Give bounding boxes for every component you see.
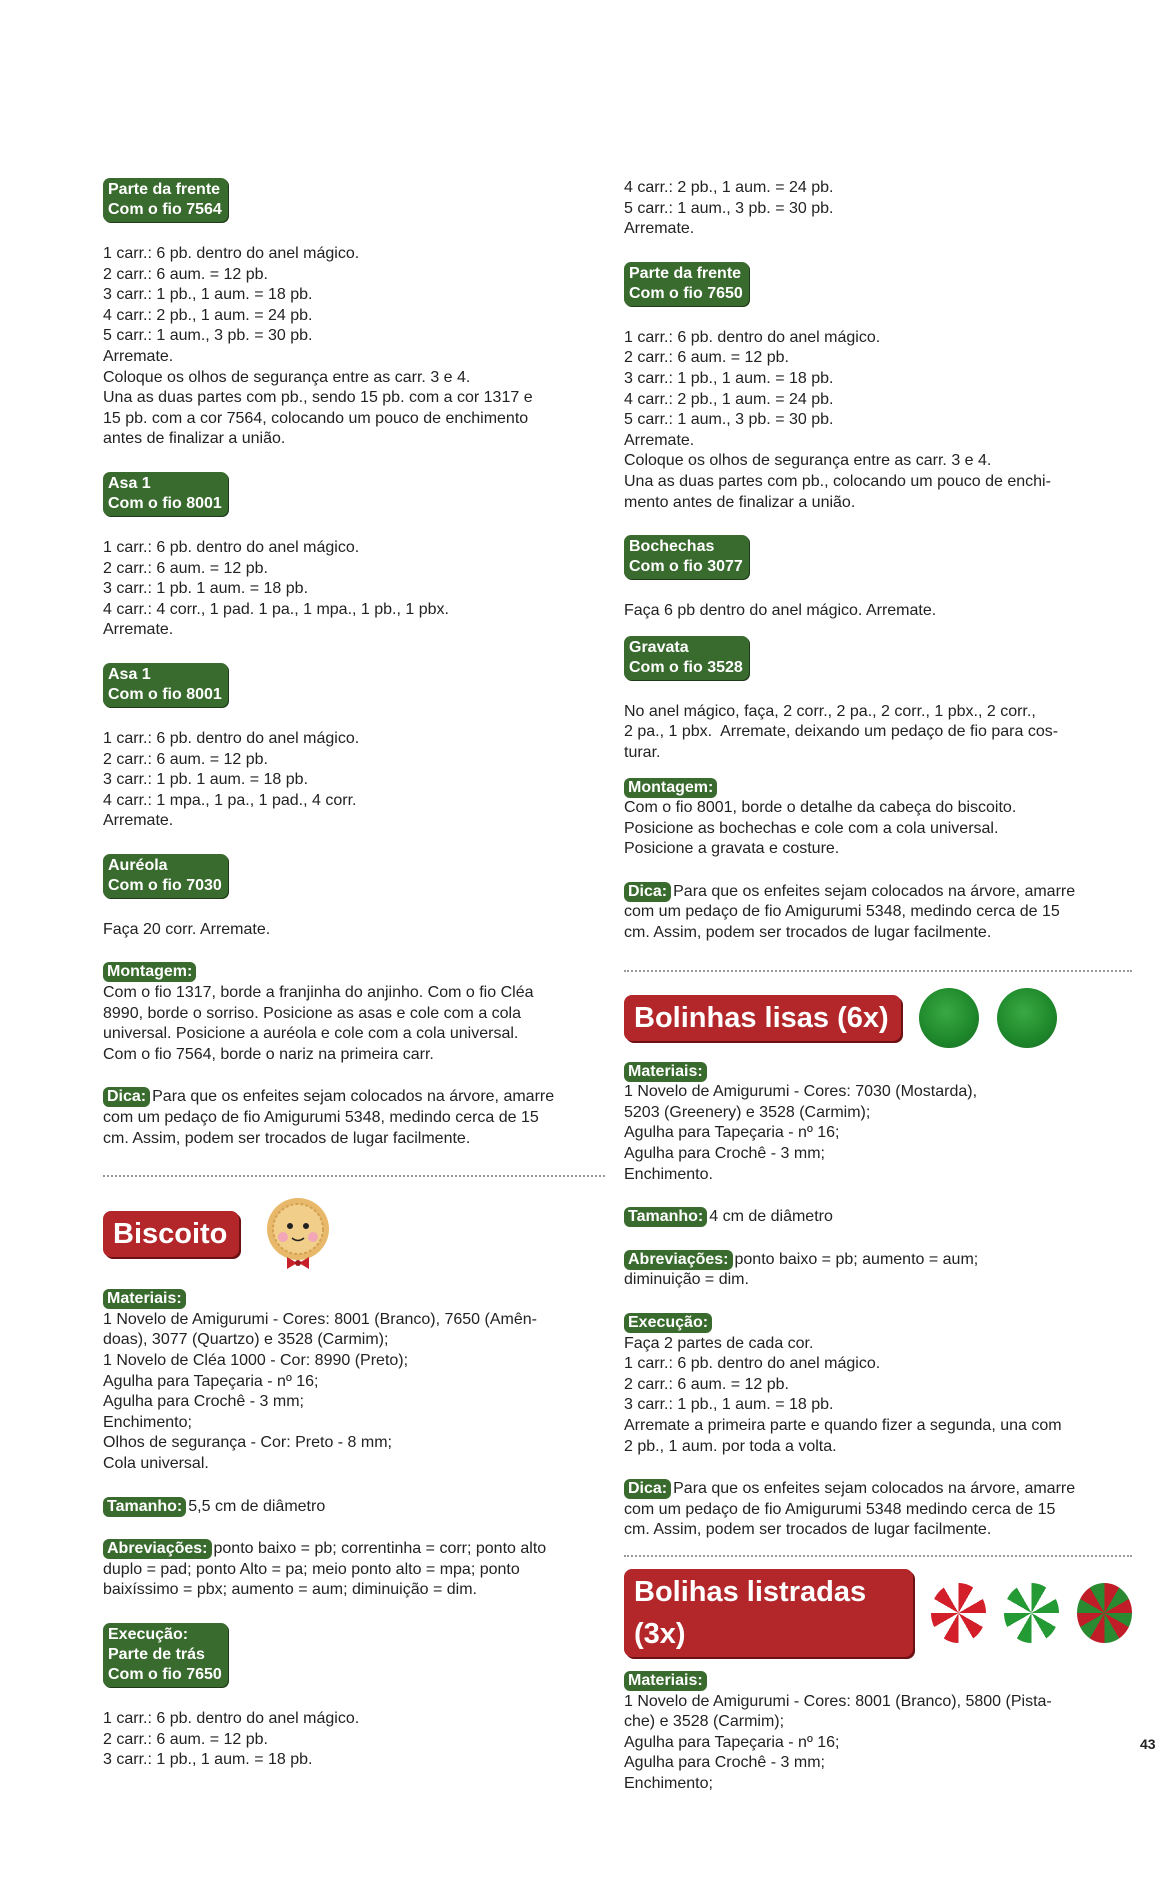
text-line: 2 carr.: 6 aum. = 12 pb. <box>103 559 268 577</box>
materiais-tag: Materiais: <box>103 1289 186 1309</box>
text-line: Com o fio 1317, borde a franjinha do anjinho. Com o fio Cléa <box>103 984 534 1002</box>
text-line: Coloque os olhos de segurança entre as carr. 3 e 4. <box>103 368 471 386</box>
text-line: Agulha para Tapeçaria - nº 16; <box>624 1733 840 1751</box>
tamanho-line <box>103 1497 605 1518</box>
text-line: 4 carr.: 1 mpa., 1 pa., 1 pad., 4 corr. <box>103 791 357 809</box>
tamanho-value: 5,5 cm de diâmetro <box>188 1497 326 1515</box>
text-line: cm. Assim, podem ser trocados de lugar facilmente. <box>103 1129 471 1147</box>
text-line: 1 carr.: 6 pb. dentro do anel mágico. <box>624 328 881 346</box>
text-line: mento antes de finalizar a união. <box>624 493 856 511</box>
badge-line: Gravata <box>629 638 689 656</box>
instructions-execucao <box>103 1709 605 1771</box>
dica-block <box>624 1479 1132 1541</box>
text-line: 1 Novelo de Amigurumi - Cores: 7030 (Mostarda), <box>624 1083 978 1101</box>
abreviacoes-block <box>103 1539 605 1601</box>
materiais-list <box>624 1082 1132 1185</box>
text-line: Enchimento; <box>103 1413 192 1431</box>
instructions-frente-7650 <box>624 328 1132 513</box>
text-line: 3 carr.: 1 pb., 1 aum. = 18 pb. <box>624 369 834 387</box>
lisas-title-row <box>624 988 1132 1048</box>
inline-text: Para que os enfeites sejam colocados na árvore, amarre <box>673 882 1076 900</box>
text-line: turar. <box>624 743 661 761</box>
text-line: 2 pa., 1 pbx. Arremate, deixando um pedaço de fio para cos- <box>624 723 1059 741</box>
text-line: Cola universal. <box>103 1454 209 1472</box>
badge-line: Com o fio 3077 <box>629 558 743 576</box>
inline-tag: Dica: <box>103 1087 150 1107</box>
text-line: 1 Novelo de Cléa 1000 - Cor: 8990 (Preto); <box>103 1352 409 1369</box>
text-line: Una as duas partes com pb., colocando um pouco de enchi- <box>624 472 1051 490</box>
text-line: 5 carr.: 1 aum., 3 pb. = 30 pb. <box>624 199 834 217</box>
text-line: 1 carr.: 6 pb. dentro do anel mágico. <box>103 538 360 556</box>
badge-line: Bochechas <box>629 538 715 556</box>
dica-block <box>103 1087 605 1149</box>
text-line: 1 carr.: 6 pb. dentro do anel mágico. <box>103 729 360 747</box>
text-line: 4 carr.: 2 pb., 1 aum. = 24 pb. <box>624 179 834 196</box>
striped-ball-image <box>1004 1583 1059 1643</box>
section-badge-asa1-a <box>103 472 228 516</box>
text-line: baixíssimo = pbx; aumento = aum; diminuição = dim. <box>103 1581 477 1599</box>
text-line: Posicione a gravata e costure. <box>624 840 840 858</box>
text-line: 5203 (Greenery) e 3528 (Carmim); <box>624 1103 871 1121</box>
badge-line: Asa 1 <box>108 665 151 683</box>
text-line: che) e 3528 (Carmim); <box>624 1713 785 1731</box>
lisas-title: Bolinhas lisas (6x) <box>624 995 901 1041</box>
biscoito-title: Biscoito <box>103 1211 239 1257</box>
text-line: 3 carr.: 1 pb. 1 aum. = 18 pb. <box>103 580 309 598</box>
badge-line: Parte da frente <box>629 264 742 282</box>
text-line: Coloque os olhos de segurança entre as carr. 3 e 4. <box>624 452 992 470</box>
text-line: 5 carr.: 1 aum., 3 pb. = 30 pb. <box>103 327 313 345</box>
text-line: Com o fio 8001, borde o detalhe da cabeça do biscoito. <box>624 799 1017 817</box>
materiais-tag: Materiais: <box>624 1062 707 1082</box>
section-badge-execucao <box>103 1623 228 1687</box>
green-ball-image <box>997 988 1057 1048</box>
text-line: 1 Novelo de Amigurumi - Cores: 8001 (Branco), 7650 (Amên- <box>103 1310 537 1328</box>
montagem-block <box>624 778 1132 860</box>
text-line: No anel mágico, faça, 2 corr., 2 pa., 2 corr., 1 pbx., 2 corr., <box>624 702 1036 720</box>
text-line: 3 carr.: 1 pb., 1 aum. = 18 pb. <box>624 1396 834 1414</box>
abreviacoes-block <box>624 1250 1132 1291</box>
badge-line: Com o fio 7650 <box>629 284 743 302</box>
text-line: 15 pb. com a cor 7564, colocando um pouco de enchimento <box>103 409 529 427</box>
materiais-list <box>103 1310 605 1475</box>
instructions-gravata <box>624 702 1132 764</box>
text-line: 1 Novelo de Amigurumi - Cores: 8001 (Branco), 5800 (Pista- <box>624 1692 1052 1710</box>
montagem-block <box>103 962 605 1065</box>
right-column <box>624 178 1132 1795</box>
text-line: Agulha para Crochê - 3 mm; <box>103 1393 304 1411</box>
text-line: duplo = pad; ponto Alto = pa; meio ponto alto = mpa; ponto <box>103 1560 520 1578</box>
text-line: 3 carr.: 1 pb., 1 aum. = 18 pb. <box>103 286 313 304</box>
inline-text: Para que os enfeites sejam colocados na árvore, amarre <box>673 1480 1076 1498</box>
section-badge-aureola <box>103 854 228 898</box>
text-line: Arremate a primeira parte e quando fizer a segunda, una com <box>624 1416 1062 1434</box>
text-line: Com o fio 7564, borde o nariz na primeira carr. <box>103 1045 434 1063</box>
badge-line: Com o fio 3528 <box>629 658 743 676</box>
badge-line: Com o fio 8001 <box>108 685 222 703</box>
text-line: Faça 20 corr. Arremate. <box>103 920 271 938</box>
text-line: Agulha para Tapeçaria - nº 16; <box>103 1372 319 1390</box>
section-divider <box>624 970 1132 972</box>
text-line: 3 carr.: 1 pb., 1 aum. = 18 pb. <box>103 1751 313 1769</box>
badge-line: Com o fio 7030 <box>108 876 222 894</box>
green-ball-image <box>919 988 979 1048</box>
text-line: Faça 6 pb dentro do anel mágico. Arremate. <box>624 602 937 620</box>
text-line: cm. Assim, podem ser trocados de lugar facilmente. <box>624 1521 992 1539</box>
text-line: diminuição = dim. <box>624 1271 749 1289</box>
inline-text: ponto baixo = pb; aumento = aum; <box>734 1250 979 1268</box>
section-divider <box>103 1175 605 1177</box>
instructions-execucao <box>624 1334 1132 1458</box>
inline-tag: Dica: <box>624 882 671 902</box>
text-line: 1 carr.: 6 pb. dentro do anel mágico. <box>103 245 360 262</box>
section-badge-asa1-b <box>103 663 228 707</box>
text-line: Faça 2 partes de cada cor. <box>624 1334 814 1352</box>
text-line: Arremate. <box>103 347 174 365</box>
tamanho-tag: Tamanho: <box>103 1497 186 1517</box>
text-line: 3 carr.: 1 pb. 1 aum. = 18 pb. <box>103 771 309 789</box>
instructions-frente-7564 <box>103 244 605 450</box>
text-line: 2 carr.: 6 aum. = 12 pb. <box>103 1730 268 1748</box>
text-line: Enchimento; <box>624 1774 713 1792</box>
tamanho-value: 4 cm de diâmetro <box>709 1208 833 1226</box>
text-line: com um pedaço de fio Amigurumi 5348, medindo cerca de 15 <box>103 1109 539 1127</box>
section-badge-gravata <box>624 636 749 680</box>
badge-line: Parte da frente <box>108 181 221 198</box>
text-line: 2 carr.: 6 aum. = 12 pb. <box>103 265 268 283</box>
text-line: Una as duas partes com pb., sendo 15 pb. com a cor 1317 e <box>103 389 533 407</box>
text-line: 2 carr.: 6 aum. = 12 pb. <box>103 750 268 768</box>
text-line <box>624 1250 1132 1271</box>
page-number: 43 <box>1140 1736 1156 1752</box>
text-line: com um pedaço de fio Amigurumi 5348 medindo cerca de 15 <box>624 1500 1056 1518</box>
biscoito-title-row <box>103 1193 605 1275</box>
text-line: Arremate. <box>624 431 695 449</box>
text-line: Agulha para Tapeçaria - nº 16; <box>624 1124 840 1142</box>
inline-text: Para que os enfeites sejam colocados na árvore, amarre <box>152 1088 555 1106</box>
text-line: Olhos de segurança - Cor: Preto - 8 mm; <box>103 1434 392 1452</box>
text-line: 2 pb., 1 aum. por toda a volta. <box>624 1437 837 1455</box>
materiais-tag: Materiais: <box>624 1671 707 1691</box>
badge-line: Com o fio 7650 <box>108 1665 222 1683</box>
badge-line: Asa 1 <box>108 474 151 492</box>
text-line <box>624 1479 1132 1500</box>
montagem-tag: Montagem: <box>103 962 196 982</box>
text-line: antes de finalizar a união. <box>103 430 286 448</box>
text-line: 1 carr.: 6 pb. dentro do anel mágico. <box>624 1355 881 1373</box>
instructions-asa1-a <box>103 538 605 641</box>
badge-line: Auréola <box>108 856 168 874</box>
instructions-aureola <box>103 920 605 941</box>
text-line <box>103 1539 605 1560</box>
section-badge-frente-7564 <box>103 178 228 222</box>
striped-ball-image <box>931 1583 986 1643</box>
inline-tag: Dica: <box>624 1479 671 1499</box>
text-line: 4 carr.: 2 pb., 1 aum. = 24 pb. <box>103 306 313 324</box>
text-line: 4 carr.: 4 corr., 1 pad. 1 pa., 1 mpa., 1 pb., 1 pbx. <box>103 600 449 618</box>
text-line: 2 carr.: 6 aum. = 12 pb. <box>624 349 789 367</box>
montagem-tag: Montagem: <box>624 778 717 798</box>
text-line: Arremate. <box>624 220 695 238</box>
listradas-title-row <box>624 1569 1132 1657</box>
dica-block <box>624 882 1132 944</box>
inline-tag: Abreviações: <box>624 1250 733 1270</box>
text-line: Arremate. <box>103 621 174 639</box>
instructions-bochechas <box>624 601 1132 622</box>
section-divider <box>624 1555 1132 1557</box>
tamanho-tag: Tamanho: <box>624 1207 707 1227</box>
text-line <box>624 882 1132 903</box>
materiais-list <box>624 1692 1132 1795</box>
tamanho-line <box>624 1207 1132 1228</box>
text-line: Enchimento. <box>624 1165 713 1183</box>
listradas-title: Bolihas listradas (3x) <box>624 1569 913 1657</box>
text-line: 2 carr.: 6 aum. = 12 pb. <box>624 1375 789 1393</box>
execucao-tag: Execução: <box>624 1313 712 1333</box>
text-line: Posicione as bochechas e cole com a cola universal. <box>624 819 999 837</box>
badge-line: Com o fio 8001 <box>108 494 222 512</box>
striped-ball-image <box>1077 1583 1132 1643</box>
badge-line: Parte de trás <box>108 1645 205 1663</box>
text-line: 4 carr.: 2 pb., 1 aum. = 24 pb. <box>624 390 834 408</box>
text-line: 1 carr.: 6 pb. dentro do anel mágico. <box>103 1709 360 1727</box>
section-badge-bochechas <box>624 535 749 579</box>
text-line: com um pedaço de fio Amigurumi 5348, medindo cerca de 15 <box>624 903 1060 921</box>
text-line: 5 carr.: 1 aum., 3 pb. = 30 pb. <box>624 411 834 429</box>
instructions-continued <box>624 178 1132 240</box>
text-line: Agulha para Crochê - 3 mm; <box>624 1145 825 1163</box>
text-line: Agulha para Crochê - 3 mm; <box>624 1754 825 1772</box>
text-line <box>103 1087 605 1108</box>
cookie-amigurumi-image <box>257 1193 339 1275</box>
text-line: universal. Posicione a auréola e cole com a cola universal. <box>103 1025 519 1043</box>
badge-line: Execução: <box>108 1625 189 1643</box>
text-line: cm. Assim, podem ser trocados de lugar facilmente. <box>624 924 992 942</box>
text-line: Arremate. <box>103 812 174 830</box>
badge-line: Com o fio 7564 <box>108 201 222 218</box>
text-line: 8990, borde o sorriso. Posicione as asas e cole com a cola <box>103 1004 522 1022</box>
section-badge-frente-7650 <box>624 262 749 306</box>
left-column <box>103 178 605 1771</box>
text-line: doas), 3077 (Quartzo) e 3528 (Carmim); <box>103 1331 389 1349</box>
inline-text: ponto baixo = pb; correntinha = corr; ponto alto <box>213 1540 547 1558</box>
instructions-asa1-b <box>103 729 605 832</box>
inline-tag: Abreviações: <box>103 1539 212 1559</box>
